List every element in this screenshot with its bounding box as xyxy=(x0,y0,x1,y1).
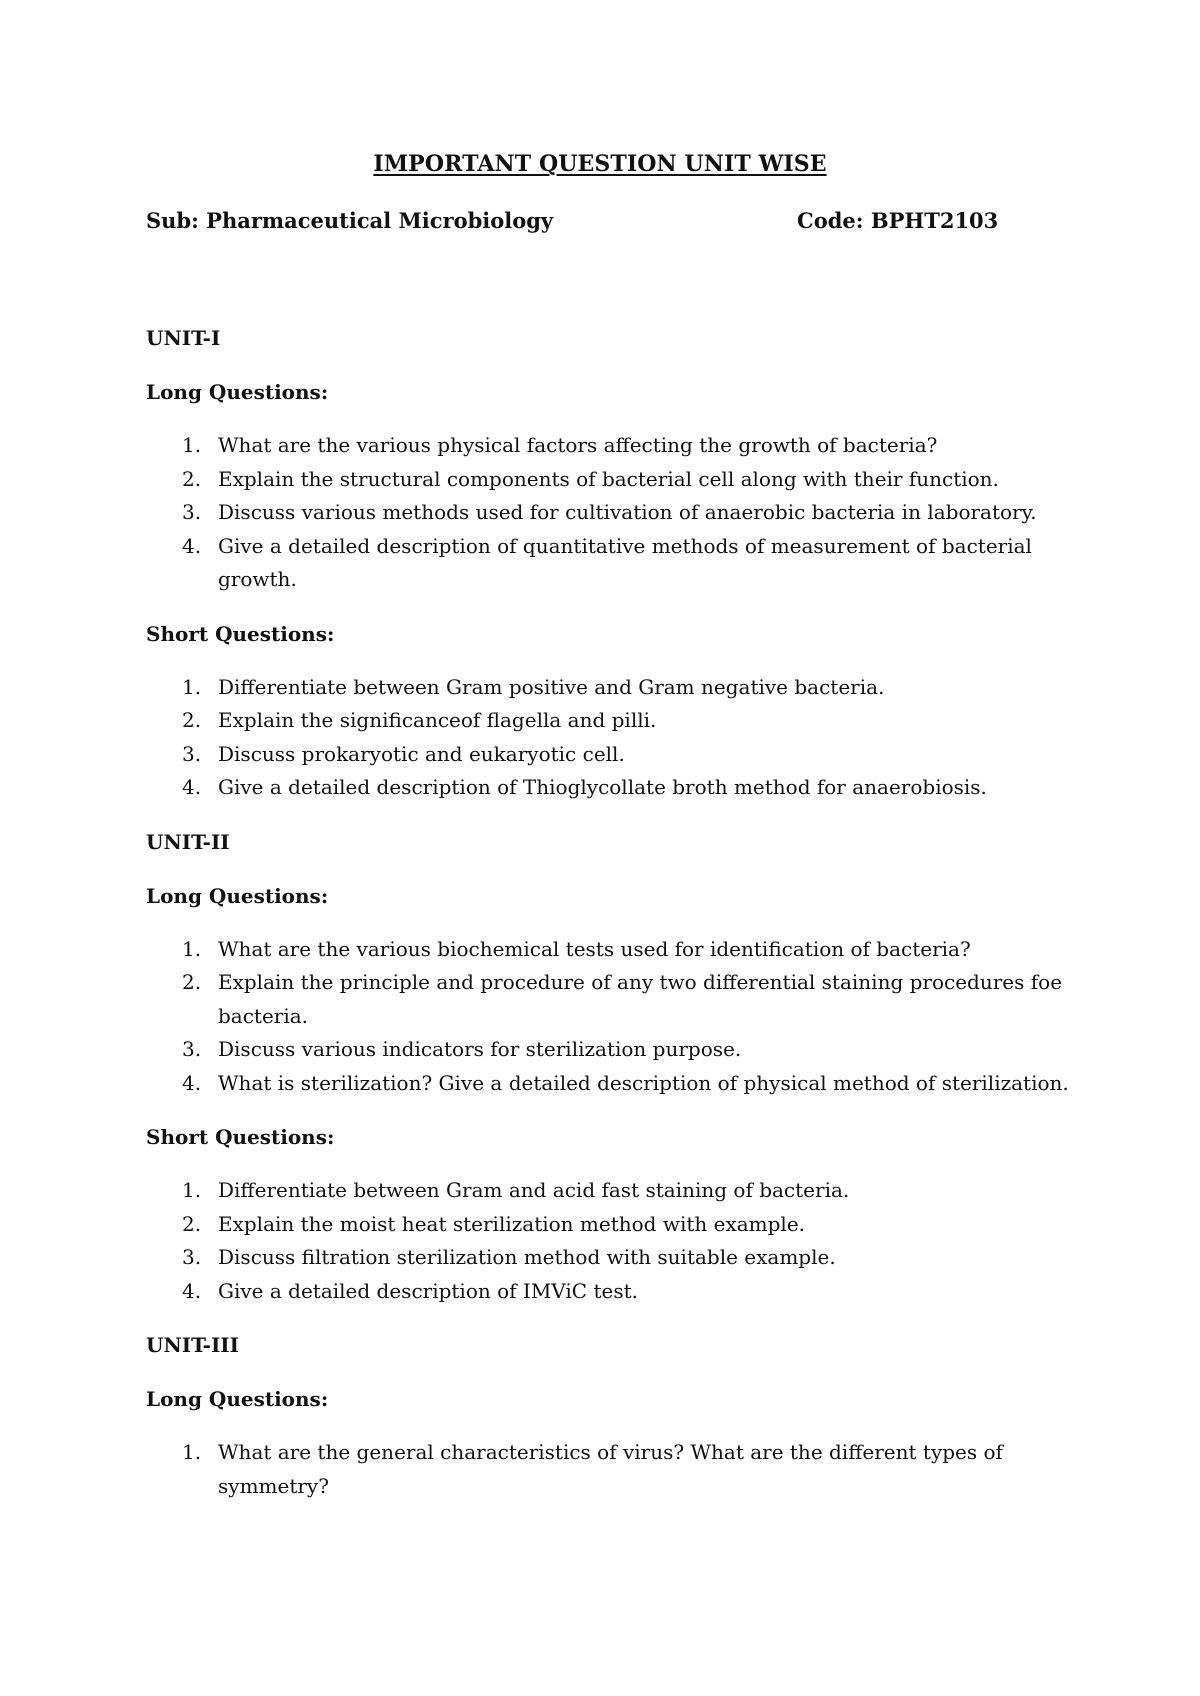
question-item xyxy=(146,1174,1076,1208)
question-text: Discuss prokaryotic and eukaryotic cell. xyxy=(218,741,625,766)
unit-heading: UNIT-I xyxy=(146,326,221,350)
question-item xyxy=(146,496,1076,530)
question-text: Explain the moist heat sterilization method with example. xyxy=(218,1211,806,1236)
long-questions-heading: Long Questions: xyxy=(146,883,329,908)
question-number: 2. xyxy=(182,970,202,994)
question-item xyxy=(146,738,1076,772)
question-text: Discuss various indicators for sterilization purpose. xyxy=(218,1037,742,1061)
question-number: 3. xyxy=(182,1037,202,1061)
question-item xyxy=(146,933,1076,967)
question-text: What are the various physical factors affecting the growth of bacteria? xyxy=(218,433,938,457)
question-text: Give a detailed description of Thioglycollate broth method for anaerobiosis. xyxy=(218,775,987,799)
question-item xyxy=(146,704,1076,738)
long-questions-list xyxy=(146,933,1076,1101)
question-text: What is sterilization? Give a detailed description of physical method of sterilization. xyxy=(218,1070,1069,1095)
short-questions-heading: Short Questions: xyxy=(146,1125,335,1149)
question-number: 4. xyxy=(182,1070,202,1095)
question-number: 2. xyxy=(182,708,202,732)
question-number: 1. xyxy=(182,1178,202,1202)
question-number: 4. xyxy=(182,533,202,558)
question-item xyxy=(146,530,1076,597)
question-number: 4. xyxy=(182,1278,202,1303)
short-questions-list xyxy=(146,671,1076,805)
question-text: Discuss various methods used for cultivation of anaerobic bacteria in laboratory. xyxy=(218,500,1037,524)
document-title: IMPORTANT QUESTION UNIT WISE xyxy=(373,151,827,177)
question-item xyxy=(146,966,1076,1033)
short-questions-list xyxy=(146,1174,1076,1308)
question-number: 3. xyxy=(182,1245,202,1269)
question-text: Differentiate between Gram positive and Gram negative bacteria. xyxy=(218,674,885,699)
question-number: 1. xyxy=(182,433,202,457)
question-number: 3. xyxy=(182,741,202,766)
question-text: Explain the significanceof flagella and pilli. xyxy=(218,708,657,732)
long-questions-heading: Long Questions: xyxy=(146,1387,329,1411)
course-code: Code: BPHT2103 xyxy=(797,208,999,233)
question-content xyxy=(146,321,1076,1523)
question-item xyxy=(146,429,1076,463)
question-text: Give a detailed description of IMViC test. xyxy=(218,1278,638,1303)
question-number: 2. xyxy=(182,1211,202,1236)
question-text: What are the general characteristics of virus? What are the different types of symmetry? xyxy=(218,1440,1003,1498)
question-text: Differentiate between Gram and acid fast staining of bacteria. xyxy=(218,1178,850,1202)
question-number: 4. xyxy=(182,775,202,799)
question-number: 1. xyxy=(182,1440,202,1464)
question-item xyxy=(146,1067,1076,1101)
long-questions-heading: Long Questions: xyxy=(146,380,329,404)
question-number: 3. xyxy=(182,500,202,524)
question-item xyxy=(146,671,1076,705)
question-text: Explain the principle and procedure of any two differential staining procedures foe bacteria. xyxy=(218,970,1063,1028)
question-item xyxy=(146,1033,1076,1067)
short-questions-heading: Short Questions: xyxy=(146,621,335,646)
question-item xyxy=(146,1241,1076,1275)
subject-line: Sub: Pharmaceutical Microbiology xyxy=(146,208,554,233)
long-questions-list xyxy=(146,1436,1076,1503)
question-item xyxy=(146,771,1076,805)
question-text: What are the various biochemical tests used for identification of bacteria? xyxy=(218,936,971,961)
question-number: 2. xyxy=(182,466,202,491)
question-number: 1. xyxy=(182,936,202,961)
question-item xyxy=(146,1208,1076,1242)
question-item xyxy=(146,1436,1076,1503)
question-item xyxy=(146,463,1076,497)
question-text: Explain the structural components of bacterial cell along with their function. xyxy=(218,466,999,491)
question-item xyxy=(146,1275,1076,1309)
question-number: 1. xyxy=(182,674,202,699)
unit-heading: UNIT-II xyxy=(146,829,230,854)
question-text: Give a detailed description of quantitative methods of measurement of bacterial growth. xyxy=(218,533,1032,591)
unit-heading: UNIT-III xyxy=(146,1333,240,1357)
question-text: Discuss filtration sterilization method with suitable example. xyxy=(218,1245,836,1269)
long-questions-list xyxy=(146,429,1076,597)
